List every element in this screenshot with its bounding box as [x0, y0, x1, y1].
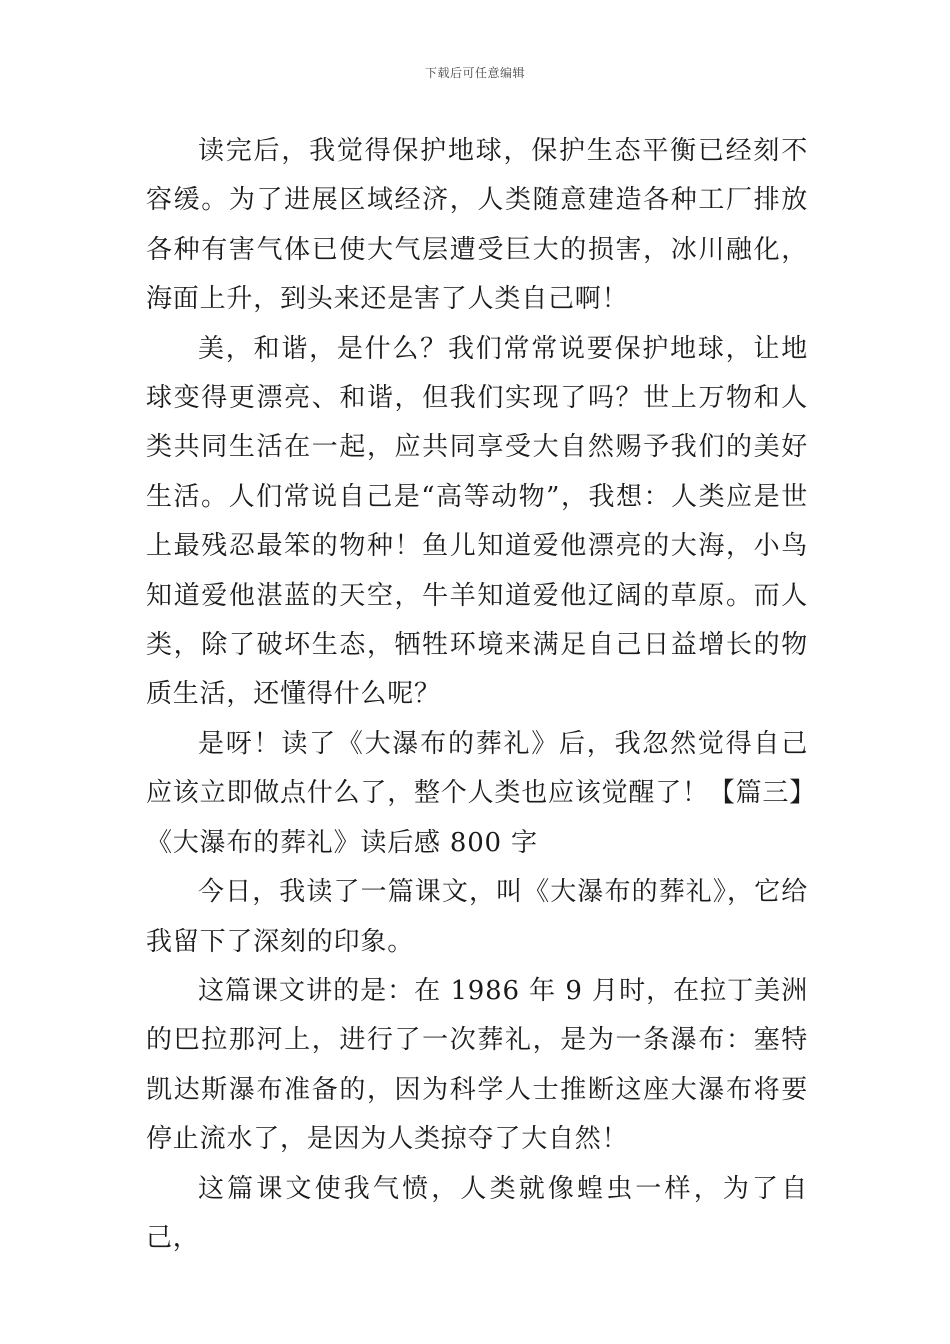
- section-title: 《大瀑布的葬礼》读后感 800 字: [146, 827, 538, 858]
- paragraph-4: 今日，我读了一篇课文，叫《大瀑布的葬礼》，它给我留下了深刻的印象。: [146, 877, 808, 957]
- paragraph-1: 读完后，我觉得保护地球，保护生态平衡已经刻不容缓。为了进展区域经济，人类随意建造各种工厂排放各种有害气体已使大气层遭受巨大的损害，冰川融化，海面上升，到头来还是害了人类自己啊！: [146, 136, 808, 315]
- paragraph-5: 这篇课文讲的是：在 1986 年 9 月时，在拉丁美洲的巴拉那河上，进行了一次葬礼，是为一条瀑布：塞特凯达斯瀑布准备的，因为科学人士推断这座大瀑布将要停止流水了，是因为人类掠夺了大自然！: [146, 975, 808, 1155]
- document-body: [146, 127, 817, 1263]
- paragraph-3: 是呀！读了《大瀑布的葬礼》后，我忽然觉得自己应该立即做点什么了，整个人类也应该觉醒了！【篇三】: [146, 728, 817, 809]
- paragraph-2: 美，和谐，是什么？我们常常说要保护地球，让地球变得更漂亮、和谐，但我们实现了吗？世上万物和人类共同生活在一起，应共同享受大自然赐予我们的美好生活。人们常说自己是“高等动物”，我想：人类应是世上最残忍最笨的物种！鱼儿知道爱他漂亮的大海，小鸟知道爱他湛蓝的天空，牛羊知道爱他辽阔的草原。而人类，除了破坏生态，牺牲环境来满足自己日益增长的物质生活，还懂得什么呢？: [146, 333, 808, 710]
- paragraph-6: 这篇课文使我气愤，人类就像蝗虫一样，为了自己，: [146, 1173, 808, 1253]
- page-header: 下载后可任意编辑: [424, 66, 525, 80]
